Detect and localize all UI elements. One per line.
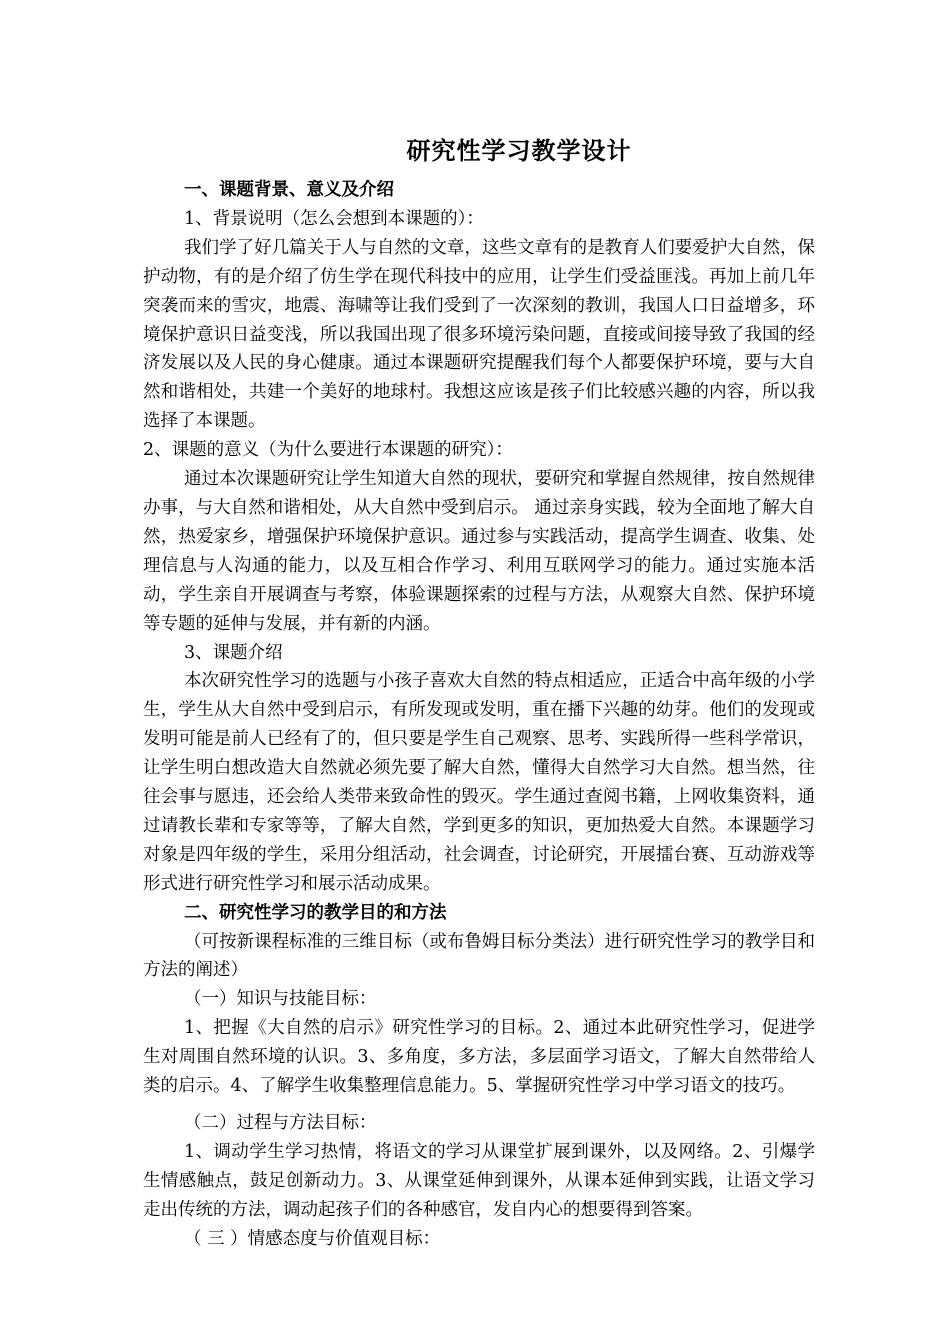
paragraph: 2、课题的意义（为什么要进行本课题的研究）： bbox=[143, 440, 513, 461]
section-heading: 二、研究性学习的教学目的和方法 bbox=[184, 902, 447, 923]
paragraph: 通过本次课题研究让学生知道大自然的现状，要研究和掌握自然规律，按自然规律办事，与大自然和谐相处，从大自然中受到启示。 通过亲身实践，较为全面地了解大自然，热爱家乡，增强保护环境保护意识。通过参与实践活动，提高学生调查、收集、处理信息与人沟通的能力，以及互相合作学习、利用互联网学习的能力。通过实施本活动，学生亲自开展调查与考察，体验课题探索的过程与方法，从观察大自然、保护环境等专题的延伸与发展，并有新的内涵。 bbox=[143, 469, 815, 634]
paragraph: 我们学了好几篇关于人与自然的文章，这些文章有的是教育人们要爱护大自然，保护动物，有的是介绍了仿生学在现代科技中的应用，让学生们受益匪浅。再加上前几年突袭而来的雪灾，地震、海啸等让我们受到了一次深刻的教训，我国人口日益增多，环境保护意识日益变浅，所以我国出现了很多环境污染问题，直接或间接导致了我国的经济发展以及人民的身心健康。通过本课题研究提醒我们每个人都要保护环境，要与大自然和谐相处，共建一个美好的地球村。我想这应该是孩子们比较感兴趣的内容，所以我选择了本课题。 bbox=[143, 237, 815, 432]
paragraph: （一）知识与技能目标： bbox=[184, 989, 377, 1010]
paragraph: 1、把握《大自然的启示》研究性学习的目标。2、通过本此研究性学习，促进学生对周围自然环境的认识。3、多角度，多方法，多层面学习语文，了解大自然带给人类的启示。4、了解学生收集整理信息能力。5、掌握研究性学习中学习语文的技巧。 bbox=[143, 1018, 815, 1097]
paragraph: 1、背景说明（怎么会想到本课题的）： bbox=[184, 208, 484, 229]
paragraph: （可按新课程标准的三维目标（或布鲁姆目标分类法）进行研究性学习的教学目和方法的阐述） bbox=[143, 931, 815, 981]
paragraph: （ 三 ）情感态度与价值观目标： bbox=[184, 1228, 441, 1249]
section-heading: 一、课题背景、意义及介绍 bbox=[184, 180, 394, 200]
document-body bbox=[143, 176, 815, 1254]
paragraph: 1、调动学生学习热情，将语文的学习从课堂扩展到课外，以及网络。2、引爆学生情感触点，鼓足创新动力。3、从课堂延伸到课外，从课本延伸到实践，让语文学习走出传统的方法，调动起孩子们的各种感官，发自内心的想要得到答案。 bbox=[143, 1141, 815, 1220]
document-title: 研究性学习教学设计 bbox=[406, 136, 632, 165]
paragraph: 本次研究性学习的选题与小孩子喜欢大自然的特点相适应，正适合中高年级的小学生，学生从大自然中受到启示，有所发现或发明，重在播下兴趣的幼芽。他们的发现或发明可能是前人已经有了的，但只要是学生自己观察、思考、实践所得一些科学常识，让学生明白想改造大自然就必须先要了解大自然，懂得大自然学习大自然。想当然，往往会事与愿违，还会给人类带来致命性的毁灭。学生通过查阅书籍，上网收集资料，通过请教长辈和专家等等，了解大自然，学到更多的知识，更加热爱大自然。本课题学习对象是四年级的学生，采用分组活动，社会调查，讨论研究，开展擂台赛、互动游戏等形式进行研究性学习和展示活动成果。 bbox=[143, 671, 815, 894]
paragraph: 3、课题介绍 bbox=[184, 642, 283, 663]
paragraph: （二）过程与方法目标： bbox=[184, 1113, 377, 1133]
